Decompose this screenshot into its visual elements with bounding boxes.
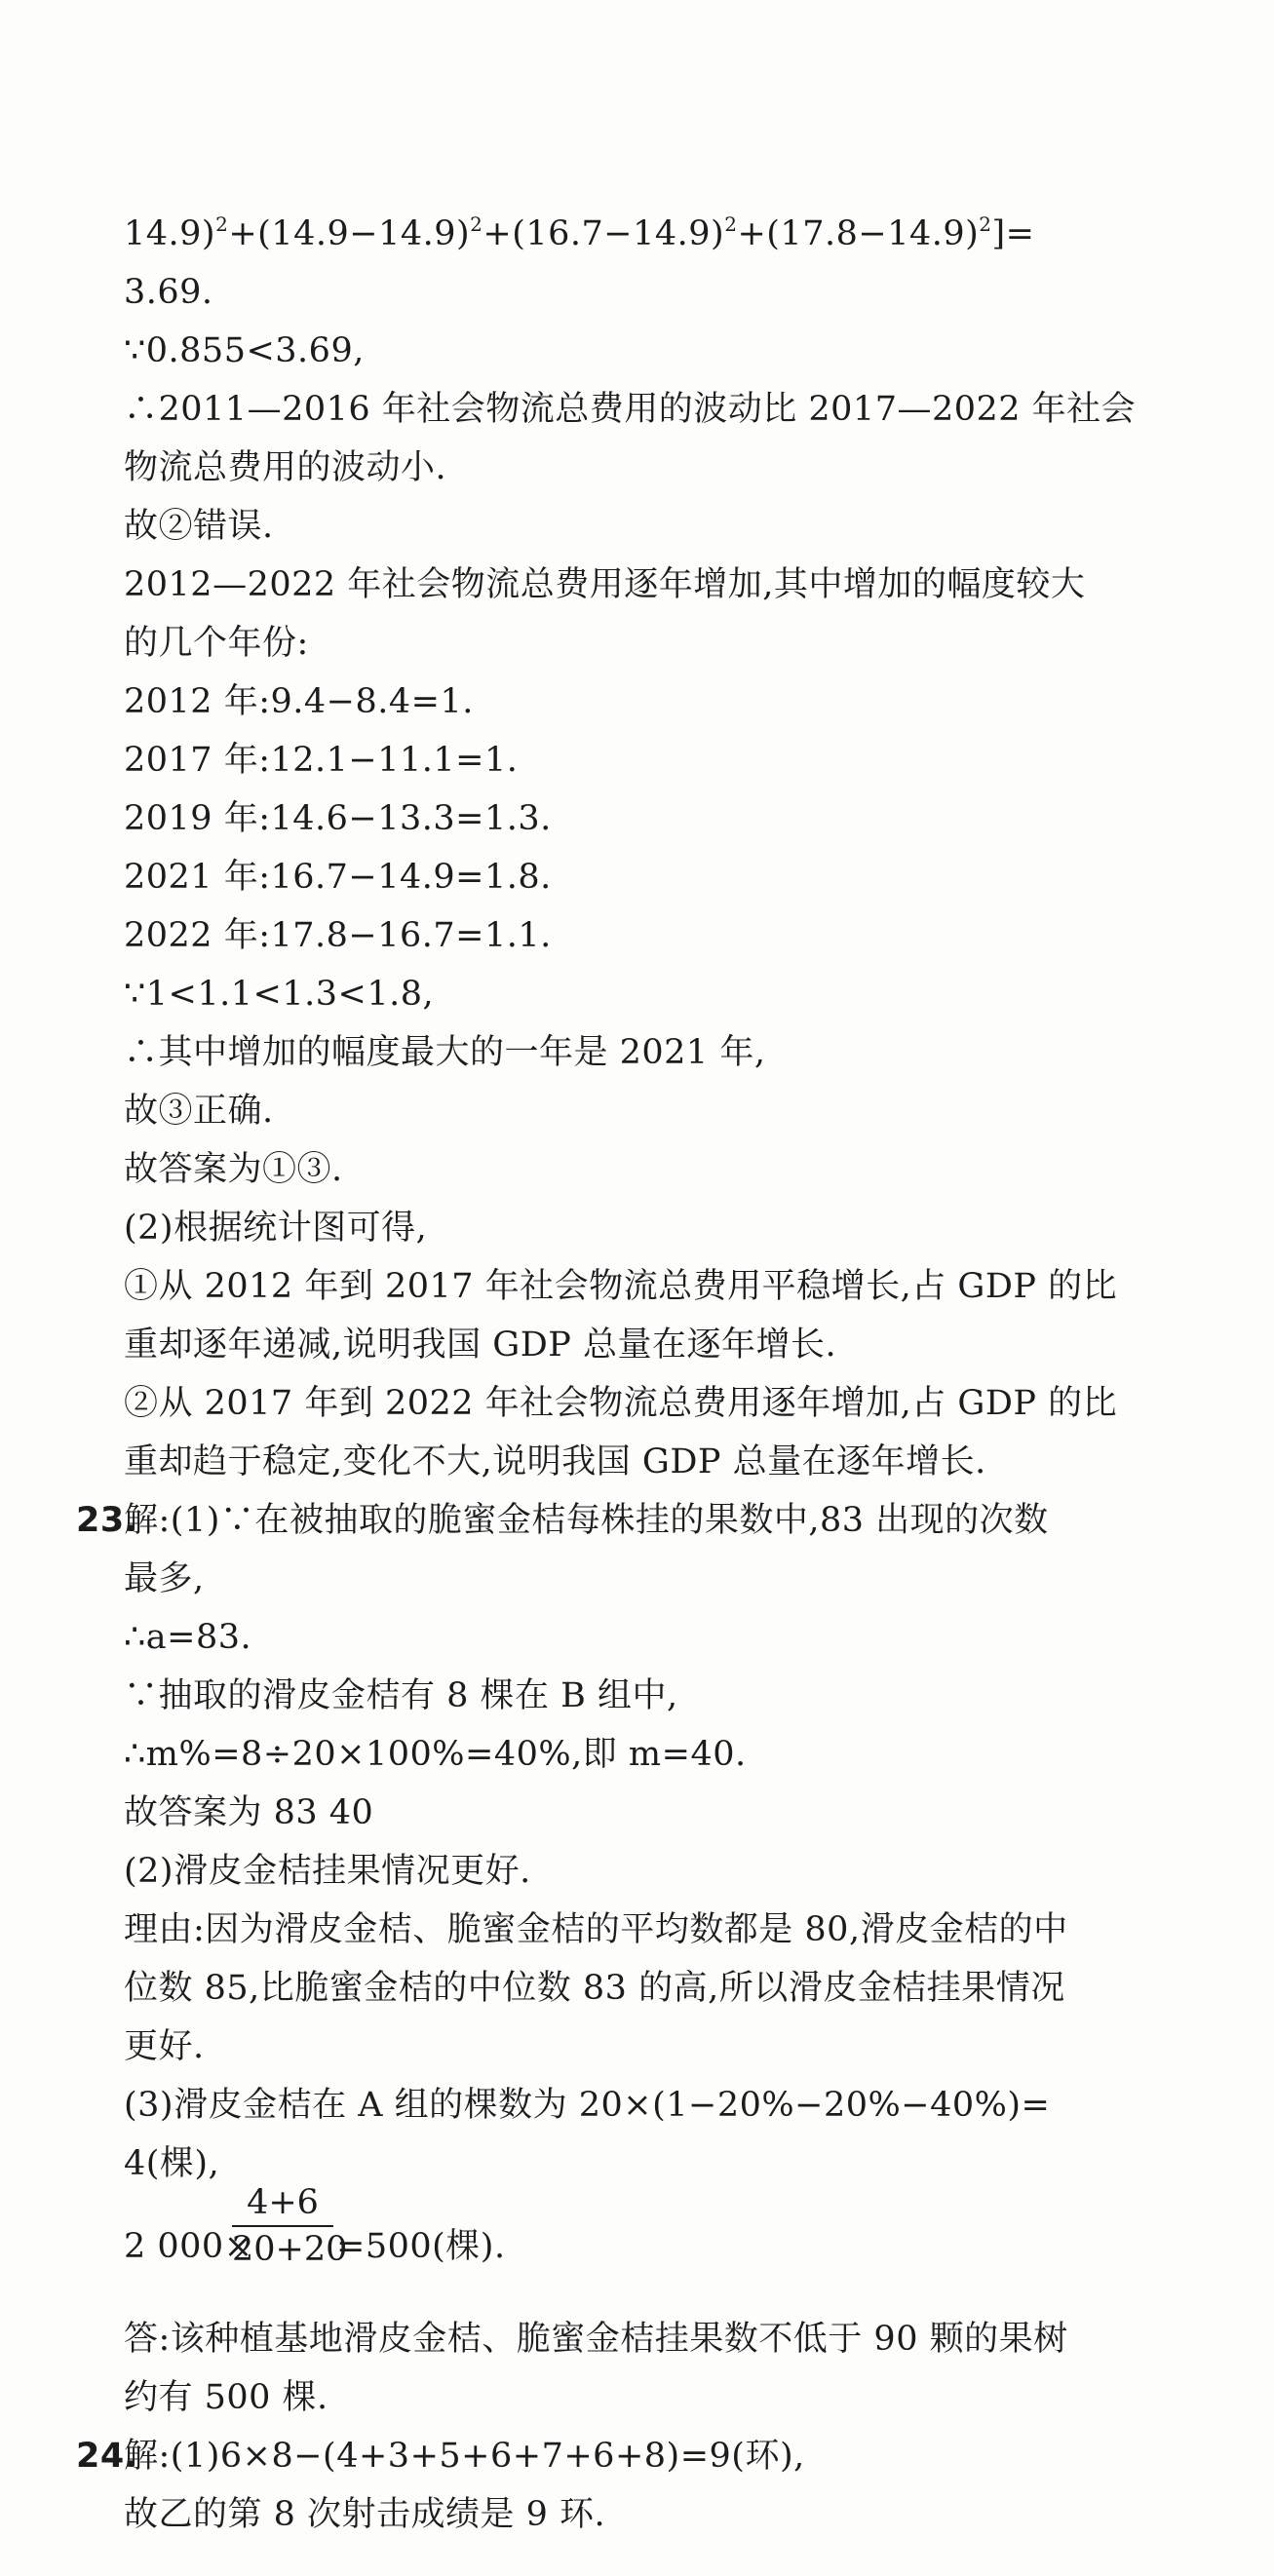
formula-part: +(16.7−14.9) bbox=[483, 214, 725, 253]
variance-formula-line bbox=[124, 212, 1035, 255]
fraction bbox=[232, 2181, 348, 2271]
text-line: ∵抽取的滑皮金桔有 8 棵在 B 组中, bbox=[124, 1676, 678, 1715]
text-line: (2)根据统计图可得, bbox=[124, 1209, 428, 1248]
text-line: 故答案为①③. bbox=[124, 1150, 343, 1189]
text-line: ∴其中增加的幅度最大的一年是 2021 年, bbox=[124, 1033, 766, 1072]
exponent: 2 bbox=[724, 212, 738, 236]
question-number-24: 24. bbox=[76, 2437, 138, 2476]
text-line: ∵1<1.1<1.3<1.8, bbox=[124, 975, 435, 1014]
calc-prefix: 2 000× bbox=[124, 2227, 253, 2266]
text-line: 约有 500 棵. bbox=[124, 2378, 328, 2417]
text-line: 重却趋于稳定,变化不大,说明我国 GDP 总量在逐年增长. bbox=[124, 1442, 986, 1481]
text-line: ∴m%=8÷20×100%=40%,即 m=40. bbox=[124, 1735, 747, 1774]
text-line: 理由:因为滑皮金桔、脆蜜金桔的平均数都是 80,滑皮金桔的中 bbox=[124, 1910, 1068, 1949]
formula-part: +(14.9−14.9) bbox=[228, 214, 471, 253]
text-line: 故③正确. bbox=[124, 1092, 274, 1131]
text-line: 故乙的第 8 次射击成绩是 9 环. bbox=[124, 2495, 606, 2534]
fraction-denominator: 20+20 bbox=[232, 2230, 348, 2269]
formula-part: 14.9) bbox=[124, 214, 216, 253]
text-line: 答:该种植基地滑皮金桔、脆蜜金桔挂果数不低于 90 颗的果树 bbox=[124, 2320, 1068, 2359]
question-number-23: 23. bbox=[76, 1501, 138, 1540]
text-line: 2022 年:17.8−16.7=1.1. bbox=[124, 916, 552, 955]
text-line: (3)滑皮金桔在 A 组的棵数为 20×(1−20%−20%−40%)= bbox=[124, 2086, 1051, 2125]
text-line: 故②错误. bbox=[124, 507, 274, 546]
text-line: 的几个年份: bbox=[124, 624, 309, 663]
text-line: ∵0.855<3.69, bbox=[124, 331, 365, 370]
text-line: 2017 年:12.1−11.1=1. bbox=[124, 741, 519, 780]
exponent: 2 bbox=[215, 212, 229, 236]
text-line: 最多, bbox=[124, 1559, 205, 1598]
text-line: 3.69. bbox=[124, 273, 213, 312]
exponent: 2 bbox=[470, 212, 483, 236]
text-line: ①从 2012 年到 2017 年社会物流总费用平稳增长,占 GDP 的比 bbox=[124, 1267, 1118, 1306]
text-line: (2)滑皮金桔挂果情况更好. bbox=[124, 1852, 531, 1891]
text-line: 2012 年:9.4−8.4=1. bbox=[124, 682, 474, 721]
text-line: 2021 年:16.7−14.9=1.8. bbox=[124, 858, 552, 897]
text-line: 2012—2022 年社会物流总费用逐年增加,其中增加的幅度较大 bbox=[124, 565, 1086, 604]
formula-part: +(17.8−14.9) bbox=[737, 214, 980, 253]
text-line: 解:(1)∵在被抽取的脆蜜金桔每株挂的果数中,83 出现的次数 bbox=[124, 1501, 1049, 1540]
exponent: 2 bbox=[979, 212, 992, 236]
text-line: ∴a=83. bbox=[124, 1618, 252, 1657]
text-line: 2019 年:14.6−13.3=1.3. bbox=[124, 799, 552, 838]
fraction-numerator: 4+6 bbox=[247, 2183, 319, 2222]
text-line: 4(棵), bbox=[124, 2144, 220, 2183]
calc-suffix: =500(棵). bbox=[336, 2227, 506, 2266]
text-line: 物流总费用的波动小. bbox=[124, 448, 447, 487]
fraction-bar bbox=[232, 2225, 333, 2227]
text-line: 位数 85,比脆蜜金桔的中位数 83 的高,所以滑皮金桔挂果情况 bbox=[124, 1969, 1065, 2008]
text-line: 重却逐年递减,说明我国 GDP 总量在逐年增长. bbox=[124, 1326, 837, 1365]
formula-part: ]= bbox=[991, 214, 1035, 253]
text-line: 故答案为 83 40 bbox=[124, 1793, 374, 1832]
text-line: ②从 2017 年到 2022 年社会物流总费用逐年增加,占 GDP 的比 bbox=[124, 1384, 1118, 1423]
text-line: ∴2011—2016 年社会物流总费用的波动比 2017—2022 年社会 bbox=[124, 390, 1137, 429]
text-line: 解:(1)6×8−(4+3+5+6+7+6+8)=9(环), bbox=[124, 2437, 805, 2476]
text-line: 更好. bbox=[124, 2027, 205, 2066]
